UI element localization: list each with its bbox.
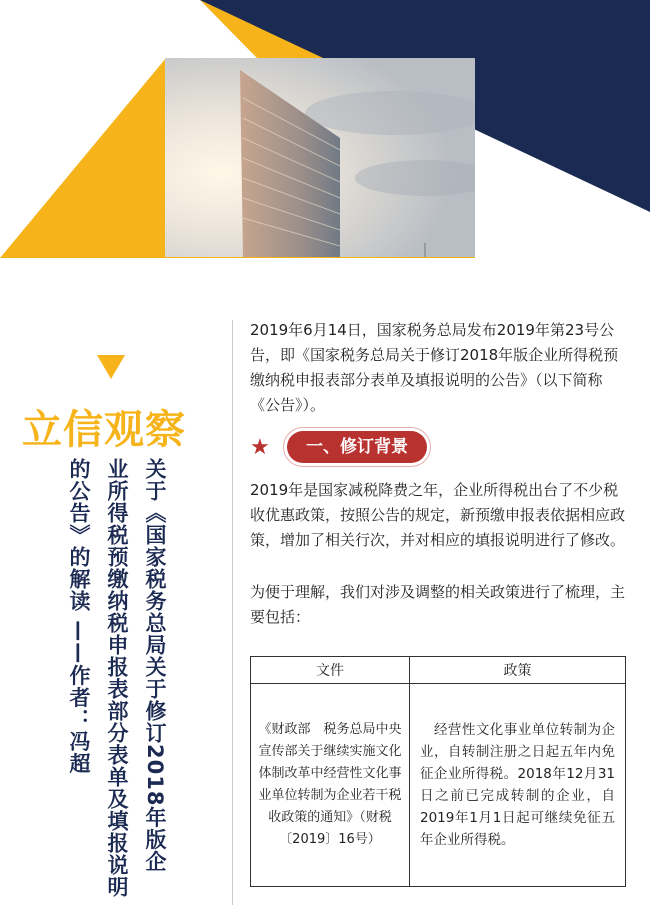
column-header-file: 文件 (251, 657, 410, 684)
column-header-policy: 政策 (410, 657, 626, 684)
intro-paragraph: 2019年6月14日，国家税务总局发布2019年第23号公告，即《国家税务总局关于修订2018年版企业所得税预缴纳税申报表部分表单及填报说明的公告》（以下简称《公告》）。 (250, 321, 619, 414)
clarify-paragraph: 为便于理解，我们对涉及调整的相关政策进行了梳理，主要包括： (250, 583, 626, 626)
table-header-row (251, 657, 626, 684)
skyscraper-photo (165, 58, 475, 257)
section-heading: 一、修订背景 (287, 431, 427, 463)
background-paragraph: 2019年是国家减税降费之年，企业所得税出台了不少税收优惠政策，按照公告的规定，新预缴申报表依据相应政策，增加了相关行次，并对相应的填报说明进行了修改。 (250, 481, 626, 549)
table-row (251, 684, 626, 887)
policy-table (250, 656, 626, 887)
star-icon: ★ (250, 435, 270, 460)
down-triangle-icon (97, 355, 125, 379)
article-title-column: 关于《国家税务总局关于修订2018年版企 (143, 458, 167, 873)
divider-line (232, 320, 233, 905)
article-title-column: 业所得税预缴纳税申报表部分表单及填报说明 (105, 458, 129, 898)
brand-logo-text: 立信观察 (22, 407, 186, 453)
article-title-column: 的公告》的解读 ——作者：冯超 (67, 458, 91, 775)
policy-cell: 经营性文化事业单位转制为企业，自转制注册之日起五年内免征企业所得税。2018年12月31日之前已完成转制的企业，自2019年1月1日起可继续免征五年企业所得税。 (410, 684, 626, 887)
file-cell: 《财政部 税务总局中央宣传部关于继续实施文化体制改革中经营性文化事业单位转制为企业若干税收政策的通知》（财税〔2019〕16号） (251, 684, 410, 887)
